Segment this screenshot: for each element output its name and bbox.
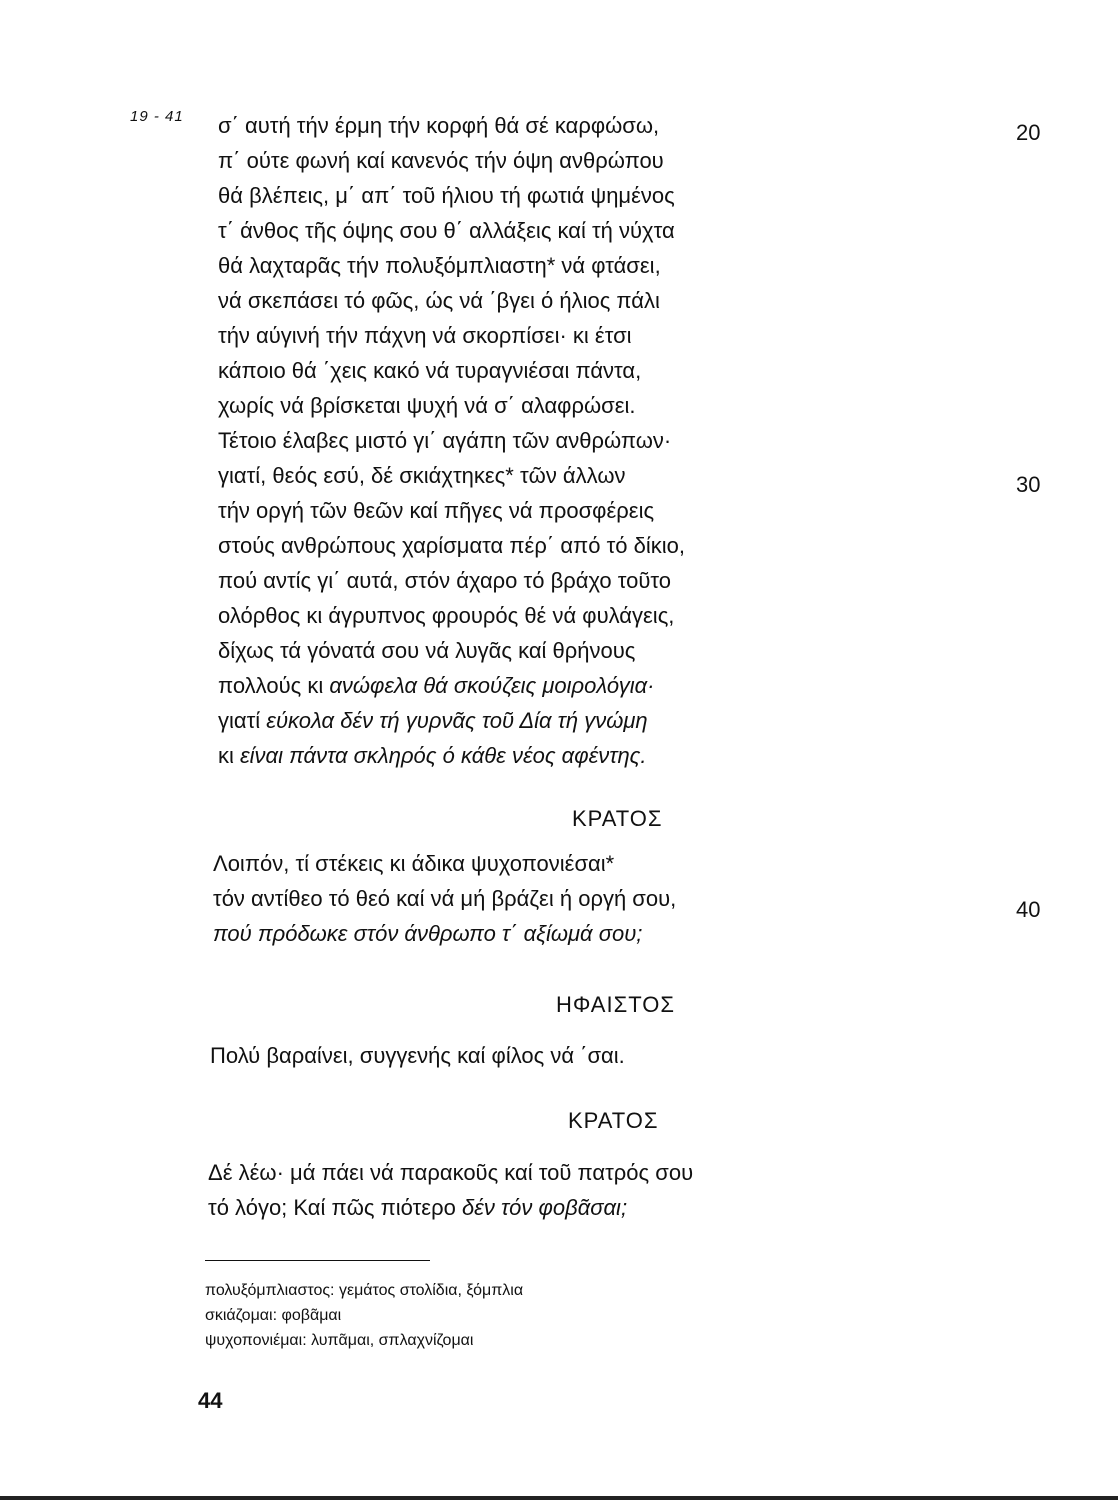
footnote: ψυχοπονιέμαι: λυπᾶμαι, σπλαχνίζομαι xyxy=(205,1332,474,1349)
verse-line: Λοιπόν, τί στέκεις κι άδικα ψυχοπονιέσαι* xyxy=(213,851,615,876)
line-number-30: 30 xyxy=(1016,472,1041,497)
verse-line: τήν οργή τῶν θεῶν καί πῆγες νά προσφέρεις xyxy=(218,498,655,523)
verse-line: Πολύ βαραίνει, συγγενής καί φίλος νά ΄σαι. xyxy=(210,1043,625,1068)
verse-line: Τέτοιο έλαβες μιστό γι΄ αγάπη τῶν ανθρώπων· xyxy=(218,428,672,453)
speaker-kratos-2: ΚΡΑΤΟΣ xyxy=(568,1108,659,1133)
verse-line: θά λαχταρᾶς τήν πολυξόμπλιαστη* νά φτάσει, xyxy=(218,253,661,278)
footnote: πολυξόμπλιαστος: γεμάτος στολίδια, ξόμπλια xyxy=(205,1282,524,1299)
page-number: 44 xyxy=(198,1388,223,1413)
verse-line-mixed: γιατί εύκολα δέν τή γυρνᾶς τοῦ Δία τή γνώμη xyxy=(218,708,648,733)
verse-line: π΄ ούτε φωνή καί κανενός τήν όψη ανθρώπου xyxy=(218,148,664,173)
verse-line: νά σκεπάσει τό φῶς, ώς νά ΄βγει ό ήλιος πάλι xyxy=(218,288,660,313)
verse-line: στούς ανθρώπους χαρίσματα πέρ΄ από τό δίκιο, xyxy=(218,533,685,558)
verse-line-mixed: πολλούς κι ανώφελα θά σκούζεις μοιρολόγια· xyxy=(218,673,655,698)
verse-line: θά βλέπεις, μ΄ απ΄ τοῦ ήλιου τή φωτιά ψημένος xyxy=(218,183,675,208)
speaker-hephaestus: ΗΦΑΙΣΤΟΣ xyxy=(556,992,675,1017)
verse-line: σ΄ αυτή τήν έρμη τήν κορφή θά σέ καρφώσω, xyxy=(218,113,660,138)
verse-line: ολόρθος κι άγρυπνος φρουρός θέ νά φυλάγεις, xyxy=(218,603,675,628)
page-edge xyxy=(0,1496,1118,1500)
line-number-40: 40 xyxy=(1016,897,1041,922)
verse-block-3 xyxy=(210,1038,625,1073)
verse-line: πού αντίς γι΄ αυτά, στόν άχαρο τό βράχο τοῦτο xyxy=(218,568,672,593)
verse-line: τήν αύγινή τήν πάχνη νά σκορπίσει· κι έτσι xyxy=(218,323,632,348)
footnotes xyxy=(205,1278,523,1353)
verse-block-1 xyxy=(218,108,685,773)
verse-line: χωρίς νά βρίσκεται ψυχή νά σ΄ αλαφρώσει. xyxy=(218,393,636,418)
verse-line: τόν αντίθεο τό θεό καί νά μή βράζει ή οργή σου, xyxy=(213,886,677,911)
verse-block-4 xyxy=(208,1155,693,1225)
verse-line: δίχως τά γόνατά σου νά λυγᾶς καί θρήνους xyxy=(218,638,636,663)
speaker-kratos-1: ΚΡΑΤΟΣ xyxy=(572,806,663,831)
footnote-divider xyxy=(205,1260,430,1261)
verse-line: Δέ λέω· μά πάει νά παρακοῦς καί τοῦ πατρός σου xyxy=(208,1160,694,1185)
verse-block-2 xyxy=(213,846,676,951)
line-reference: 19 - 41 xyxy=(130,108,184,125)
verse-line: τ΄ άνθος τῆς όψης σου θ΄ αλλάξεις καί τή νύχτα xyxy=(218,218,675,243)
verse-line-mixed: κι είναι πάντα σκληρός ό κάθε νέος αφέντης. xyxy=(218,743,647,768)
verse-line-italic: πού πρόδωκε στόν άνθρωπο τ΄ αξίωμά σου; xyxy=(213,921,643,946)
verse-line: γιατί, θεός εσύ, δέ σκιάχτηκες* τῶν άλλων xyxy=(218,463,626,488)
verse-line-mixed: τό λόγο; Καί πῶς πιότερο δέν τόν φοβᾶσαι; xyxy=(208,1195,628,1220)
verse-line: κάποιο θά ΄χεις κακό νά τυραγνιέσαι πάντα, xyxy=(218,358,642,383)
line-number-20: 20 xyxy=(1016,120,1041,145)
footnote: σκιάζομαι: φοβᾶμαι xyxy=(205,1307,342,1324)
